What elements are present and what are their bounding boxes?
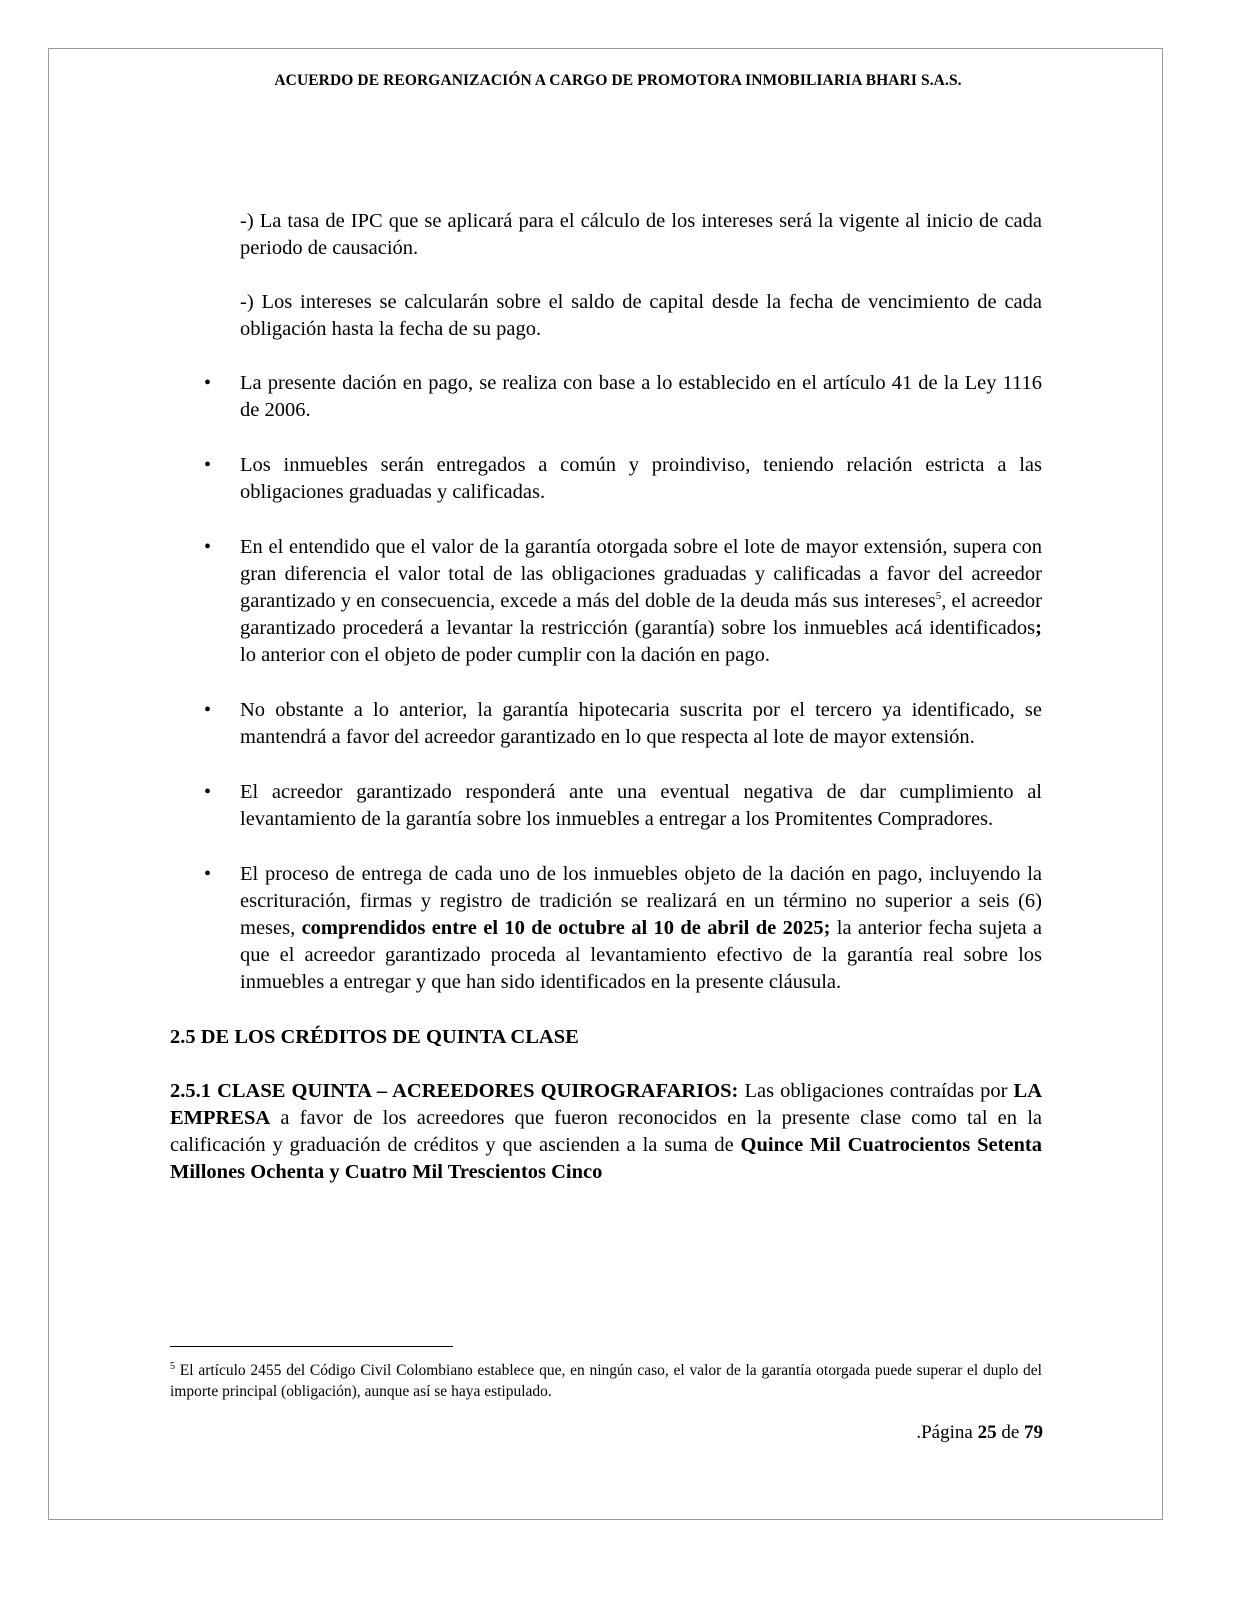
bullet-icon: • bbox=[204, 699, 212, 721]
bullet-item-delivery bbox=[170, 452, 1042, 506]
bullet-item-guarantee bbox=[170, 534, 1042, 669]
total-pages: 79 bbox=[1024, 1422, 1043, 1443]
bullet-icon: • bbox=[204, 372, 212, 394]
bullet-icon: • bbox=[204, 863, 212, 885]
bullet-item-mortgage bbox=[170, 697, 1042, 751]
bullet-text: En el entendido que el valor de la garantía otorgada sobre el lote de mayor extensión, supera con gran diferencia el valor total de las obligaciones graduadas y calificadas a favor del acreedor garantizado y en consecuencia, excede a más del doble de la deuda más sus intereses bbox=[240, 536, 1042, 612]
footnote bbox=[170, 1360, 1042, 1402]
bullet-text-bold: ; bbox=[1035, 617, 1042, 639]
bullet-text: lo anterior con el objeto de poder cumplir con la dación en pago. bbox=[240, 644, 770, 666]
bullet-text: El proceso de entrega de cada uno de los inmuebles objeto de la dación en pago, incluyendo la escrituración, firmas y registro de tradición se realizará en un término no superior a seis (6) meses, bbox=[240, 863, 1042, 939]
section-subtitle: 2.5.1 CLASE QUINTA – ACREEDORES QUIROGRAFARIOS: bbox=[170, 1080, 739, 1102]
bullet-text: la anterior fecha sujeta a que el acreedor garantizado proceda al levantamiento efectivo de la garantía real sobre los inmuebles a entregar y que han sido identificados en la presente cláusula. bbox=[240, 917, 1042, 993]
footnote-reference[interactable]: 5 bbox=[935, 590, 942, 603]
bullet-text: , el acreedor garantizado procederá a levantar la restricción (garantía) sobre los inmuebles acá identificados bbox=[240, 590, 1043, 639]
page-separator: de bbox=[996, 1422, 1024, 1443]
section-company: LA EMPRESA bbox=[170, 1080, 1042, 1129]
section-text: a favor de los acreedores que fueron reconocidos en la presente clase como tal en la calificación y graduación de créditos y que ascienden a la suma de bbox=[170, 1107, 1042, 1156]
bullet-item-delivery-process bbox=[170, 861, 1042, 996]
document-body bbox=[170, 208, 1042, 1186]
bullet-text-bold: comprendidos entre el 10 de octubre al 10 de abril de 2025; bbox=[301, 917, 831, 939]
sub-paragraph-interest: -) Los intereses se calcularán sobre el saldo de capital desde la fecha de vencimiento de cada obligación hasta la fecha de su pago. bbox=[240, 291, 1042, 340]
bullet-text: El acreedor garantizado responderá ante una eventual negativa de dar cumplimiento al levantamiento de la garantía sobre los inmuebles a entregar a los Promitentes Compradores. bbox=[240, 781, 1042, 830]
bullet-list bbox=[170, 370, 1042, 996]
current-page: 25 bbox=[977, 1422, 997, 1443]
bullet-text: La presente dación en pago, se realiza con base a lo establecido en el artículo 41 de la Ley 1116 de 2006. bbox=[240, 372, 1042, 421]
footnote-text: El artículo 2455 del Código Civil Colombiano establece que, en ningún caso, el valor de la garantía otorgada puede superar el duplo del importe principal (obligación), aunque así se haya estipulado. bbox=[170, 1362, 1042, 1400]
bullet-icon: • bbox=[204, 454, 212, 476]
section-title: 2.5 DE LOS CRÉDITOS DE QUINTA CLASE bbox=[170, 1026, 579, 1048]
section-paragraph bbox=[170, 1078, 1042, 1186]
bullet-text: Los inmuebles serán entregados a común y proindiviso, teniendo relación estricta a las obligaciones graduadas y calificadas. bbox=[240, 454, 1042, 503]
page-label: .Página bbox=[916, 1422, 978, 1443]
bullet-icon: • bbox=[204, 536, 212, 558]
bullet-item-responsibility bbox=[170, 779, 1042, 833]
footnote-number: 5 bbox=[170, 1360, 175, 1372]
sub-paragraph-ipc: -) La tasa de IPC que se aplicará para el cálculo de los intereses será la vigente al inicio de cada periodo de causación. bbox=[240, 210, 1042, 259]
bullet-item-legal-basis bbox=[170, 370, 1042, 424]
bullet-icon: • bbox=[204, 781, 212, 803]
page-number bbox=[916, 1422, 1043, 1444]
footnote-separator bbox=[170, 1346, 453, 1347]
section-text: Las obligaciones contraídas por bbox=[738, 1080, 1014, 1102]
section-amount: Quince Mil Cuatrocientos Setenta Millones Ochenta y Cuatro Mil Trescientos Cinco bbox=[170, 1134, 1042, 1183]
document-header: ACUERDO DE REORGANIZACIÓN A CARGO DE PROMOTORA INMOBILIARIA BHARI S.A.S. bbox=[274, 72, 962, 89]
bullet-text: No obstante a lo anterior, la garantía hipotecaria suscrita por el tercero ya identificado, se mantendrá a favor del acreedor garantizado en lo que respecta al lote de mayor extensión. bbox=[240, 699, 1042, 748]
